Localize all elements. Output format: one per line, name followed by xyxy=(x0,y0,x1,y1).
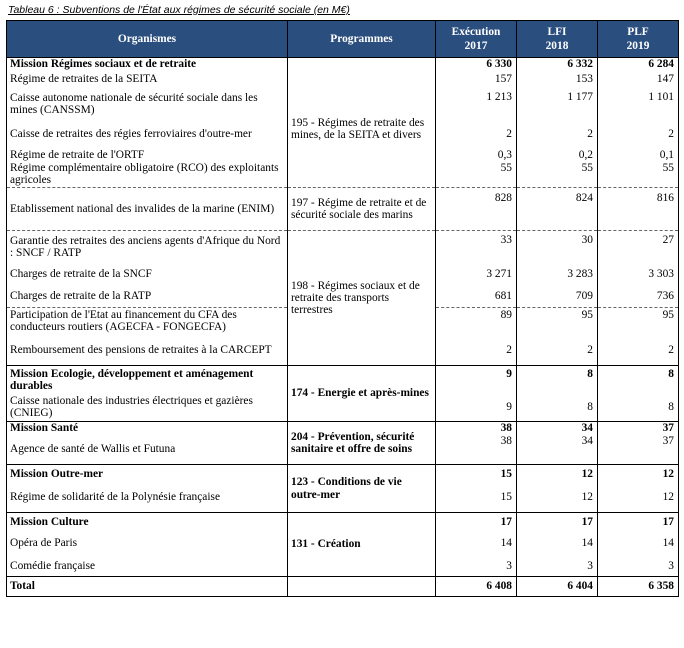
plf-2019-cell: 12 xyxy=(598,483,679,513)
exec-2017-cell: 9 xyxy=(436,394,517,422)
lfi-2018-cell: 30 xyxy=(517,231,598,264)
lfi-2018-cell: 3 xyxy=(517,556,598,577)
lfi-2018-cell: 12 xyxy=(517,465,598,483)
row-label: Agence de santé de Wallis et Futuna xyxy=(7,435,288,465)
programme-cell-204: 204 - Prévention, sécurité sanitaire et offre de soins xyxy=(288,422,436,465)
subsidies-table xyxy=(6,20,679,597)
header-execution-2017: Exécution 2017 xyxy=(436,21,517,58)
header-row xyxy=(7,21,679,58)
row-label: Mission Santé xyxy=(7,422,288,435)
plf-2019-cell: 2 xyxy=(598,335,679,366)
lfi-2018-cell: 153 xyxy=(517,71,598,88)
row-label: Remboursement des pensions de retraites à la CARCEPT xyxy=(7,335,288,366)
exec-2017-cell: 55 xyxy=(436,162,517,188)
lfi-2018-cell: 34 xyxy=(517,435,598,465)
plf-2019-cell: 8 xyxy=(598,394,679,422)
table-caption: Tableau 6 : Subventions de l'État aux régimes de sécurité sociale (en M€) xyxy=(8,4,350,16)
plf-2019-cell: 17 xyxy=(598,513,679,531)
row-label: Opéra de Paris xyxy=(7,531,288,556)
lfi-2018-cell: 2 xyxy=(517,335,598,366)
exec-2017-cell: 17 xyxy=(436,513,517,531)
row-label: Mission Outre-mer xyxy=(7,465,288,483)
exec-2017-cell: 2 xyxy=(436,121,517,149)
exec-2017-cell: 828 xyxy=(436,188,517,231)
row-label: Etablissement national des invalides de la marine (ENIM) xyxy=(7,188,288,231)
exec-2017-cell: 6 330 xyxy=(436,58,517,71)
exec-2017-cell: 3 271 xyxy=(436,264,517,286)
total-lfi-2018: 6 404 xyxy=(517,577,598,597)
plf-2019-cell: 3 303 xyxy=(598,264,679,286)
exec-2017-cell: 681 xyxy=(436,286,517,308)
row-label: Régime de solidarité de la Polynésie française xyxy=(7,483,288,513)
lfi-2018-cell: 55 xyxy=(517,162,598,188)
lfi-2018-cell: 14 xyxy=(517,531,598,556)
exec-2017-cell: 38 xyxy=(436,435,517,465)
lfi-2018-cell: 12 xyxy=(517,483,598,513)
exec-2017-cell: 157 xyxy=(436,71,517,88)
row-label: Participation de l'Etat au financement du CFA des conducteurs routiers (AGECFA - FONGECFA) xyxy=(7,308,288,335)
table-row xyxy=(7,422,679,435)
header-programmes: Programmes xyxy=(288,21,436,58)
row-label: Caisse de retraites des régies ferroviaires d'outre-mer xyxy=(7,121,288,149)
plf-2019-cell: 3 xyxy=(598,556,679,577)
lfi-2018-cell: 2 xyxy=(517,121,598,149)
lfi-2018-cell: 95 xyxy=(517,308,598,335)
plf-2019-cell: 816 xyxy=(598,188,679,231)
lfi-2018-cell: 1 177 xyxy=(517,88,598,121)
row-label: Régime de retraites de la SEITA xyxy=(7,71,288,88)
programme-cell-131: 131 - Création xyxy=(288,513,436,577)
lfi-2018-cell: 34 xyxy=(517,422,598,435)
lfi-2018-cell: 17 xyxy=(517,513,598,531)
lfi-2018-cell: 8 xyxy=(517,366,598,394)
table-row xyxy=(7,465,679,483)
plf-2019-cell: 37 xyxy=(598,422,679,435)
row-label: Mission Culture xyxy=(7,513,288,531)
plf-2019-cell: 37 xyxy=(598,435,679,465)
plf-2019-cell: 1 101 xyxy=(598,88,679,121)
plf-2019-cell: 95 xyxy=(598,308,679,335)
row-label: Régime complémentaire obligatoire (RCO) des exploitants agricoles xyxy=(7,162,288,188)
row-label: Comédie française xyxy=(7,556,288,577)
lfi-2018-cell: 0,2 xyxy=(517,149,598,162)
header-lfi-2018: LFI 2018 xyxy=(517,21,598,58)
programme-cell-195: 195 - Régimes de retraite des mines, de la SEITA et divers xyxy=(288,71,436,188)
plf-2019-cell: 2 xyxy=(598,121,679,149)
exec-2017-cell: 33 xyxy=(436,231,517,264)
plf-2019-cell: 147 xyxy=(598,71,679,88)
total-row xyxy=(7,577,679,597)
lfi-2018-cell: 824 xyxy=(517,188,598,231)
exec-2017-cell: 38 xyxy=(436,422,517,435)
exec-2017-cell: 3 xyxy=(436,556,517,577)
row-label: Mission Régimes sociaux et de retraite xyxy=(7,58,288,71)
total-plf-2019: 6 358 xyxy=(598,577,679,597)
table-row xyxy=(7,366,679,394)
exec-2017-cell: 0,3 xyxy=(436,149,517,162)
row-label: Charges de retraite de la SNCF xyxy=(7,264,288,286)
table-row xyxy=(7,188,679,231)
exec-2017-cell: 14 xyxy=(436,531,517,556)
table-row xyxy=(7,71,679,88)
exec-2017-cell: 89 xyxy=(436,308,517,335)
programme-cell-198: 198 - Régimes sociaux et de retraite des transports terrestres xyxy=(288,231,436,366)
row-label: Régime de retraite de l'ORTF xyxy=(7,149,288,162)
total-exec-2017: 6 408 xyxy=(436,577,517,597)
plf-2019-cell: 6 284 xyxy=(598,58,679,71)
programme-cell-197: 197 - Régime de retraite et de sécurité sociale des marins xyxy=(288,188,436,231)
plf-2019-cell: 0,1 xyxy=(598,149,679,162)
plf-2019-cell: 12 xyxy=(598,465,679,483)
plf-2019-cell: 14 xyxy=(598,531,679,556)
lfi-2018-cell: 6 332 xyxy=(517,58,598,71)
programme-cell-123: 123 - Conditions de vie outre-mer xyxy=(288,465,436,513)
row-label: Garantie des retraites des anciens agents d'Afrique du Nord : SNCF / RATP xyxy=(7,231,288,264)
row-label: Mission Ecologie, développement et aménagement durables xyxy=(7,366,288,394)
exec-2017-cell: 2 xyxy=(436,335,517,366)
plf-2019-cell: 736 xyxy=(598,286,679,308)
total-label: Total xyxy=(7,577,288,597)
lfi-2018-cell: 709 xyxy=(517,286,598,308)
lfi-2018-cell: 8 xyxy=(517,394,598,422)
table-row xyxy=(7,58,679,71)
table-row xyxy=(7,231,679,264)
exec-2017-cell: 15 xyxy=(436,483,517,513)
lfi-2018-cell: 3 283 xyxy=(517,264,598,286)
programme-cell-174: 174 - Energie et après-mines xyxy=(288,366,436,422)
programme-cell xyxy=(288,58,436,71)
plf-2019-cell: 27 xyxy=(598,231,679,264)
exec-2017-cell: 15 xyxy=(436,465,517,483)
plf-2019-cell: 55 xyxy=(598,162,679,188)
exec-2017-cell: 1 213 xyxy=(436,88,517,121)
exec-2017-cell: 9 xyxy=(436,366,517,394)
header-plf-2019: PLF 2019 xyxy=(598,21,679,58)
programme-cell xyxy=(288,577,436,597)
header-organismes: Organismes xyxy=(7,21,288,58)
plf-2019-cell: 8 xyxy=(598,366,679,394)
row-label: Caisse autonome nationale de sécurité sociale dans les mines (CANSSM) xyxy=(7,88,288,121)
row-label: Caisse nationale des industries électriques et gazières (CNIEG) xyxy=(7,394,288,422)
table-row xyxy=(7,513,679,531)
row-label: Charges de retraite de la RATP xyxy=(7,286,288,308)
